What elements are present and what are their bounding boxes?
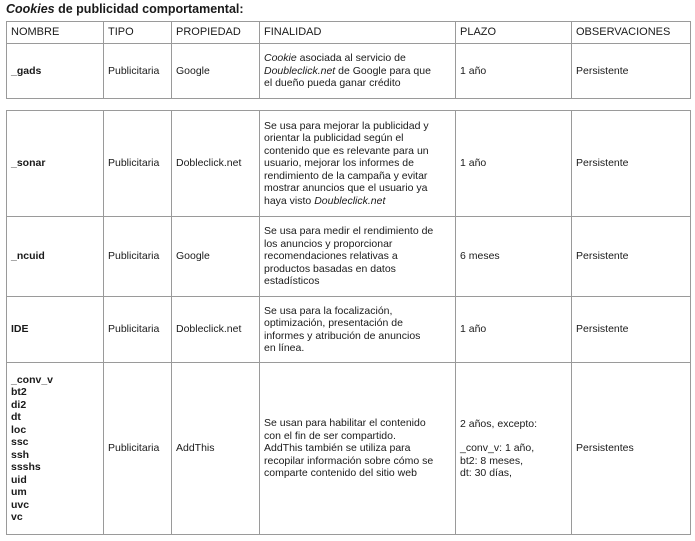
cell-propiedad: Google xyxy=(172,217,260,297)
finalidad-text: productos basadas en datos xyxy=(264,262,396,275)
cell-nombre xyxy=(7,217,104,297)
cookie-name: uvc xyxy=(11,498,30,511)
title-rest: de publicidad comportamental: xyxy=(54,2,244,16)
col-observaciones: OBSERVACIONES xyxy=(572,22,691,44)
col-tipo: TIPO xyxy=(104,22,172,44)
finalidad-text: recomendaciones relativas a xyxy=(264,250,398,263)
col-nombre: NOMBRE xyxy=(7,22,104,44)
section-title xyxy=(6,2,244,16)
cell-nombre xyxy=(7,111,104,217)
finalidad-text: Se usa para medir el rendimiento de xyxy=(264,225,434,238)
cookie-name: ssh xyxy=(11,448,30,461)
finalidad-text: Doubleclick.net xyxy=(314,194,386,207)
finalidad-text: contenido que es relevante para un xyxy=(264,144,429,157)
finalidad-text: el dueño pueda ganar crédito xyxy=(264,77,401,90)
title-italic: Cookies xyxy=(6,2,55,16)
table-row xyxy=(7,217,691,297)
cell-tipo: Publicitaria xyxy=(104,111,172,217)
cell-propiedad: Google xyxy=(172,44,260,99)
cell-finalidad xyxy=(260,111,456,217)
cookie-name: dt xyxy=(11,411,21,423)
plazo-text: 6 meses xyxy=(460,250,500,263)
finalidad-text: Doubleclick.net xyxy=(264,64,336,77)
header-row xyxy=(7,22,691,44)
cell-nombre xyxy=(7,44,104,99)
cell-tipo: Publicitaria xyxy=(104,297,172,363)
finalidad-text: en línea. xyxy=(264,342,305,354)
finalidad-text: los anuncios y proporcionar xyxy=(264,237,393,250)
finalidad-text: optimización, presentación de xyxy=(264,317,403,329)
cookie-name: _ncuid xyxy=(11,250,45,263)
finalidad-text: recopilar información sobre cómo se xyxy=(264,454,434,467)
finalidad-text: orientar la publicidad según el xyxy=(264,132,404,145)
plazo-text: _conv_v: 1 año, xyxy=(460,442,535,454)
cookie-name: vc xyxy=(11,511,23,523)
cookie-name: uid xyxy=(11,473,27,486)
finalidad-text: informes y atribución de anuncios xyxy=(264,329,421,342)
cookie-name: um xyxy=(11,486,27,498)
cell-observaciones: Persistente xyxy=(572,44,691,99)
table-row xyxy=(7,297,691,363)
cell-observaciones: Persistente xyxy=(572,217,691,297)
cell-nombre xyxy=(7,363,104,535)
cookie-name: IDE xyxy=(11,323,29,336)
col-propiedad: PROPIEDAD xyxy=(172,22,260,44)
cell-plazo xyxy=(456,297,572,363)
finalidad-text: AddThis también se utiliza para xyxy=(264,442,411,455)
plazo-text: 1 año xyxy=(460,157,487,170)
finalidad-text: estadísticos xyxy=(264,275,320,288)
finalidad-text: rendimiento de la campaña y evitar xyxy=(264,169,428,182)
col-plazo: PLAZO xyxy=(456,22,572,44)
plazo-text: 1 año xyxy=(460,323,487,336)
col-finalidad: FINALIDAD xyxy=(260,22,456,44)
cookie-name: _gads xyxy=(11,64,42,77)
table-row xyxy=(7,44,691,99)
cell-finalidad xyxy=(260,297,456,363)
cell-plazo xyxy=(456,363,572,535)
finalidad-text: con el fin de ser compartido. xyxy=(264,429,396,442)
cookies-table-body xyxy=(6,110,691,535)
plazo-text: bt2: 8 meses, xyxy=(460,454,524,467)
finalidad-text: asociada al servicio de xyxy=(296,52,406,65)
plazo-text: dt: 30 días, xyxy=(460,467,512,479)
cell-observaciones: Persistente xyxy=(572,111,691,217)
cookie-name: _conv_v xyxy=(11,373,54,386)
cell-propiedad: Dobleclick.net xyxy=(172,297,260,363)
cookie-name: loc xyxy=(11,423,27,436)
finalidad-text: de Google para que xyxy=(335,64,431,77)
cell-tipo: Publicitaria xyxy=(104,44,172,99)
finalidad-text: usuario, mejorar los informes de xyxy=(264,157,414,170)
cell-finalidad xyxy=(260,217,456,297)
finalidad-text: comparte contenido del sitio web xyxy=(264,467,417,480)
footer-cutoff xyxy=(6,534,546,541)
finalidad-text: Se usa para la focalización, xyxy=(264,304,393,317)
cell-observaciones: Persistente xyxy=(572,297,691,363)
plazo-text: 1 año xyxy=(460,64,487,77)
finalidad-text: mostrar anuncios que el usuario ya xyxy=(264,182,428,195)
cookie-name: _sonar xyxy=(11,157,46,170)
table-row xyxy=(7,111,691,217)
finalidad-text: Cookie xyxy=(264,52,297,65)
table-row xyxy=(7,363,691,535)
cookie-name: ssc xyxy=(11,436,29,448)
cell-observaciones: Persistentes xyxy=(572,363,691,535)
finalidad-text: haya visto xyxy=(264,194,315,207)
cell-finalidad xyxy=(260,44,456,99)
finalidad-text: Se usa para mejorar la publicidad y xyxy=(264,119,429,132)
cookies-table-header xyxy=(6,21,691,99)
cell-propiedad: Dobleclick.net xyxy=(172,111,260,217)
cell-tipo: Publicitaria xyxy=(104,217,172,297)
cell-propiedad: AddThis xyxy=(172,363,260,535)
plazo-text: 2 años, excepto: xyxy=(460,417,538,430)
cell-plazo xyxy=(456,44,572,99)
finalidad-text: Se usan para habilitar el contenido xyxy=(264,417,426,430)
cell-finalidad xyxy=(260,363,456,535)
cell-tipo: Publicitaria xyxy=(104,363,172,535)
cookie-name: di2 xyxy=(11,398,27,411)
cookie-name: bt2 xyxy=(11,386,27,398)
cell-nombre xyxy=(7,297,104,363)
cell-plazo xyxy=(456,217,572,297)
cookie-name: ssshs xyxy=(11,461,41,473)
cell-plazo xyxy=(456,111,572,217)
